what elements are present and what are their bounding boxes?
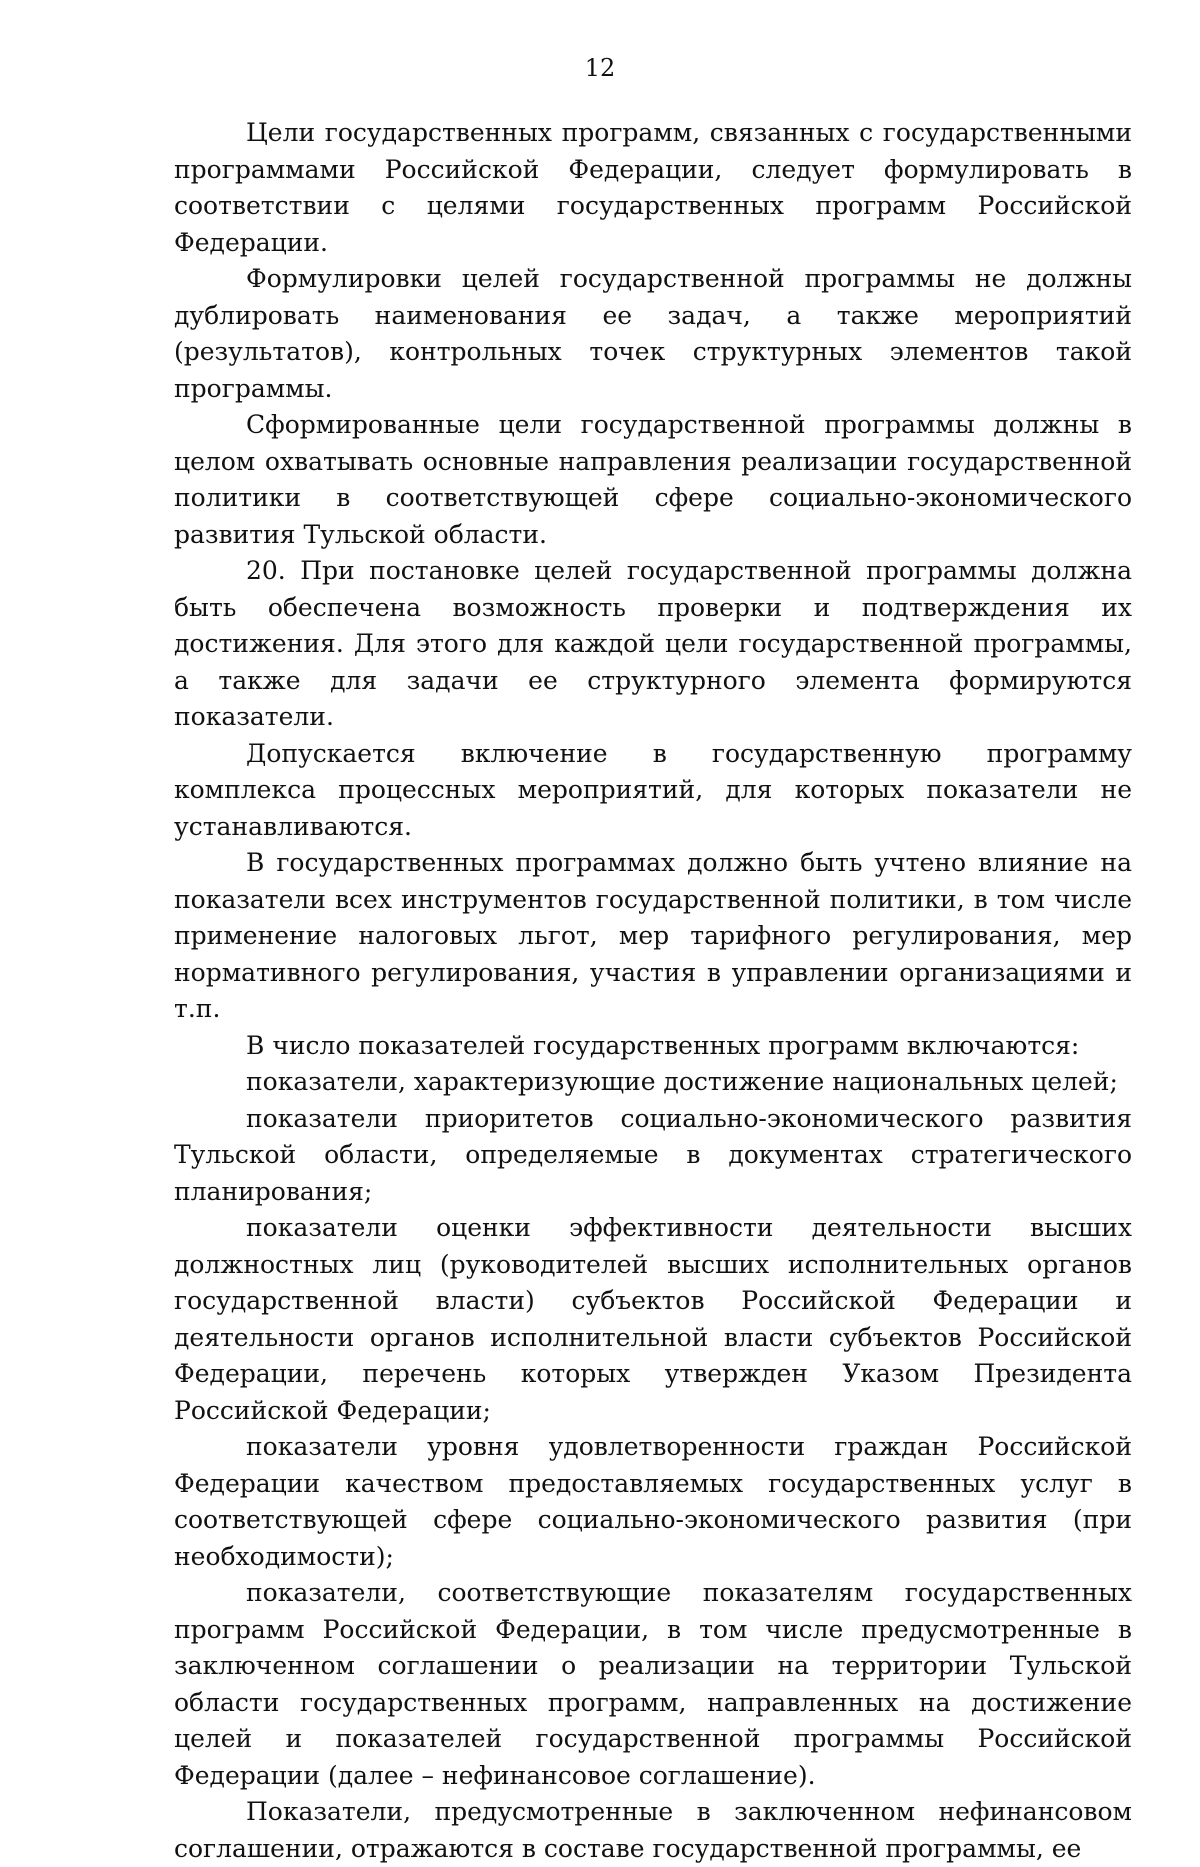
paragraph: Формулировки целей государственной программы не должны дублировать наименования ее задач, а также мероприятий (результатов), контрольных точек структурных элементов такой программы. — [174, 264, 1132, 403]
paragraph: показатели, соответствующие показателям государственных программ Российской Федерации, в том числе предусмотренные в заключенном соглашении о реализации на территории Тульской области государственных программ, направленных на достижение целей и показателей государственной программы Российской Федерации (далее – нефинансовое соглашение). — [174, 1578, 1132, 1790]
paragraph: Цели государственных программ, связанных с государственными программами Российской Федерации, следует формулировать в соответствии с целями государственных программ Российской Федерации. — [174, 118, 1132, 257]
paragraph: показатели оценки эффективности деятельности высших должностных лиц (руководителей высших исполнительных органов государственной власти) субъектов Российской Федерации и деятельности органов исполнительной власти субъектов Российской Федерации, перечень которых утвержден Указом Президента Российской Федерации; — [174, 1213, 1132, 1425]
document-body — [174, 115, 1132, 1867]
paragraph: Допускается включение в государственную программу комплекса процессных мероприятий, для которых показатели не устанавливаются. — [174, 738, 1132, 841]
paragraph: показатели, характеризующие достижение национальных целей; — [246, 1067, 1118, 1096]
paragraph: Показатели, предусмотренные в заключенном нефинансовом соглашении, отражаются в составе государственной программы, ее — [174, 1797, 1132, 1863]
paragraph: Сформированные цели государственной программы должны в целом охватывать основные направления реализации государственной политики в соответствующей сфере социально-экономического развития Тульской области. — [174, 410, 1132, 549]
page-number: 12 — [584, 54, 616, 82]
paragraph: 20. При постановке целей государственной программы должна быть обеспечена возможность проверки и подтверждения их достижения. Для этого для каждой цели государственной программы, а также для задачи ее структурного элемента формируются показатели. — [174, 556, 1132, 731]
paragraph: показатели уровня удовлетворенности граждан Российской Федерации качеством предоставляемых государственных услуг в соответствующей сфере социально-экономического развития (при необходимости); — [174, 1432, 1132, 1571]
paragraph: В число показателей государственных программ включаются: — [246, 1030, 1080, 1060]
paragraph: В государственных программах должно быть учтено влияние на показатели всех инструментов государственной политики, в том числе применение налоговых льгот, мер тарифного регулирования, мер нормативного регулирования, участия в управлении организациями и т.п. — [174, 848, 1132, 1023]
paragraph: показатели приоритетов социально-экономического развития Тульской области, определяемые в документах стратегического планирования; — [174, 1103, 1132, 1206]
